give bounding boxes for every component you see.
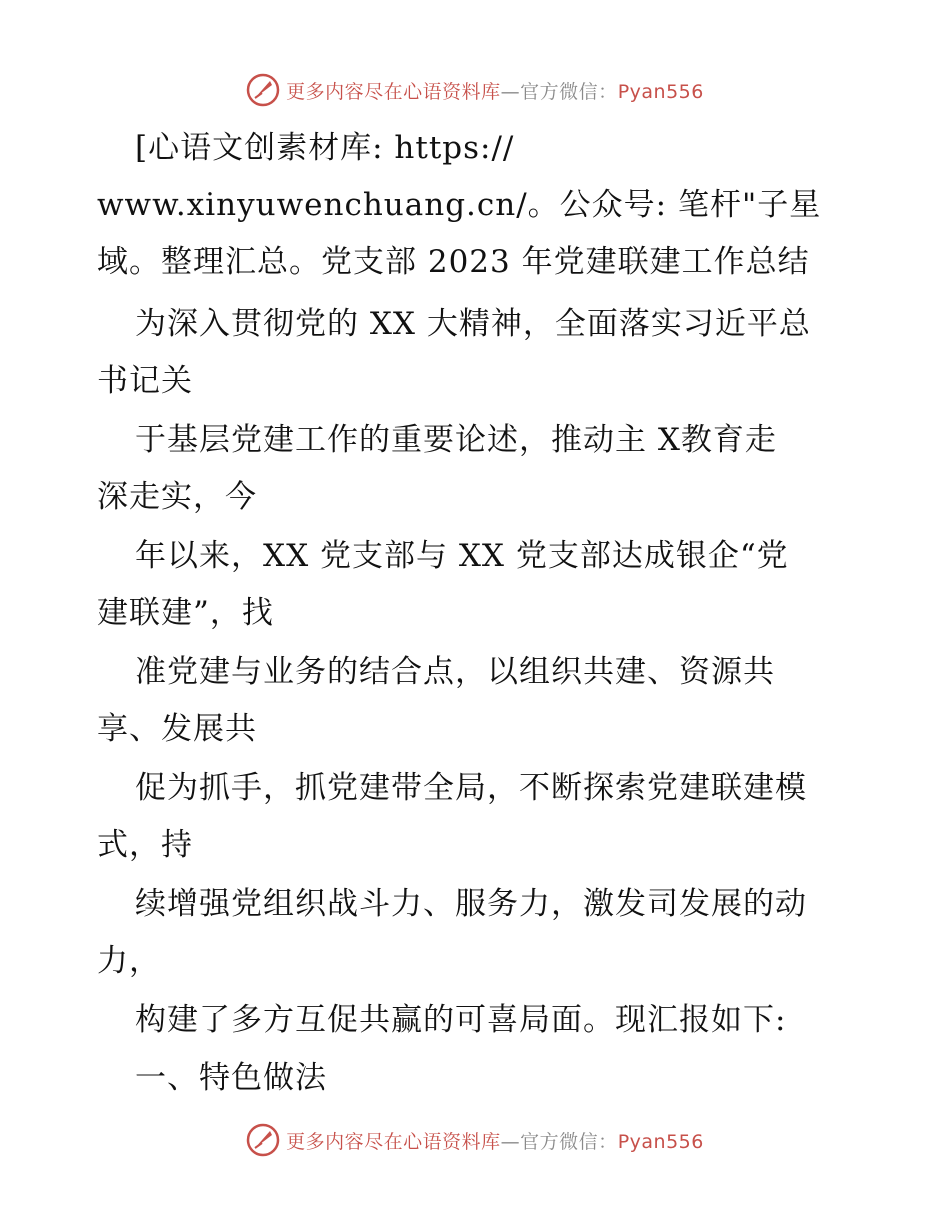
banner-main-text: 更多内容尽在心语资料库 bbox=[286, 80, 501, 103]
banner-text bbox=[286, 77, 704, 104]
text-line: [心语文创素材库: https:// bbox=[135, 130, 515, 166]
text-line: 续增强党组织战斗力、服务力，激发司发展的动 bbox=[135, 886, 807, 922]
text-line: 建联建”，找 bbox=[97, 595, 274, 631]
banner-text bbox=[286, 1127, 704, 1154]
footer-banner bbox=[0, 1120, 950, 1160]
banner-main-text: 更多内容尽在心语资料库 bbox=[286, 1130, 501, 1153]
text-line: 年以来，XX 党支部与 XX 党支部达成银企“党 bbox=[135, 538, 789, 574]
text-line: 力， bbox=[97, 943, 161, 979]
text-line: 享、发展共 bbox=[97, 711, 257, 747]
text-line: 构建了多方互促共赢的可喜局面。现汇报如下: bbox=[135, 1002, 787, 1038]
text-line: 深走实，今 bbox=[97, 479, 257, 515]
section-heading: 一、特色做法 bbox=[135, 1060, 327, 1096]
text-line: 式，持 bbox=[97, 827, 193, 863]
banner-wechat-id: Pyan556 bbox=[617, 1130, 704, 1153]
banner-wechat-label: 官方微信： bbox=[520, 80, 618, 103]
header-banner bbox=[0, 70, 950, 110]
text-line: 为深入贯彻党的 XX 大精神，全面落实习近平总 bbox=[135, 306, 811, 342]
feather-pen-logo-icon bbox=[246, 1123, 280, 1157]
banner-wechat-label: 官方微信： bbox=[520, 1130, 618, 1153]
banner-separator: — bbox=[500, 1130, 521, 1153]
text-line: 准党建与业务的结合点，以组织共建、资源共 bbox=[135, 654, 775, 690]
text-line: 促为抓手，抓党建带全局，不断探索党建联建模 bbox=[135, 770, 807, 806]
text-line: 域。整理汇总。党支部 2023 年党建联建工作总结 bbox=[97, 244, 810, 280]
feather-pen-logo-icon bbox=[246, 73, 280, 107]
banner-separator: — bbox=[500, 80, 521, 103]
text-line: www.xinyuwenchuang.cn/。公众号: 笔杆"子星 bbox=[97, 187, 822, 223]
banner-wechat-id: Pyan556 bbox=[617, 80, 704, 103]
text-line: 书记关 bbox=[97, 363, 193, 399]
text-line: 于基层党建工作的重要论述，推动主 X教育走 bbox=[135, 422, 777, 458]
